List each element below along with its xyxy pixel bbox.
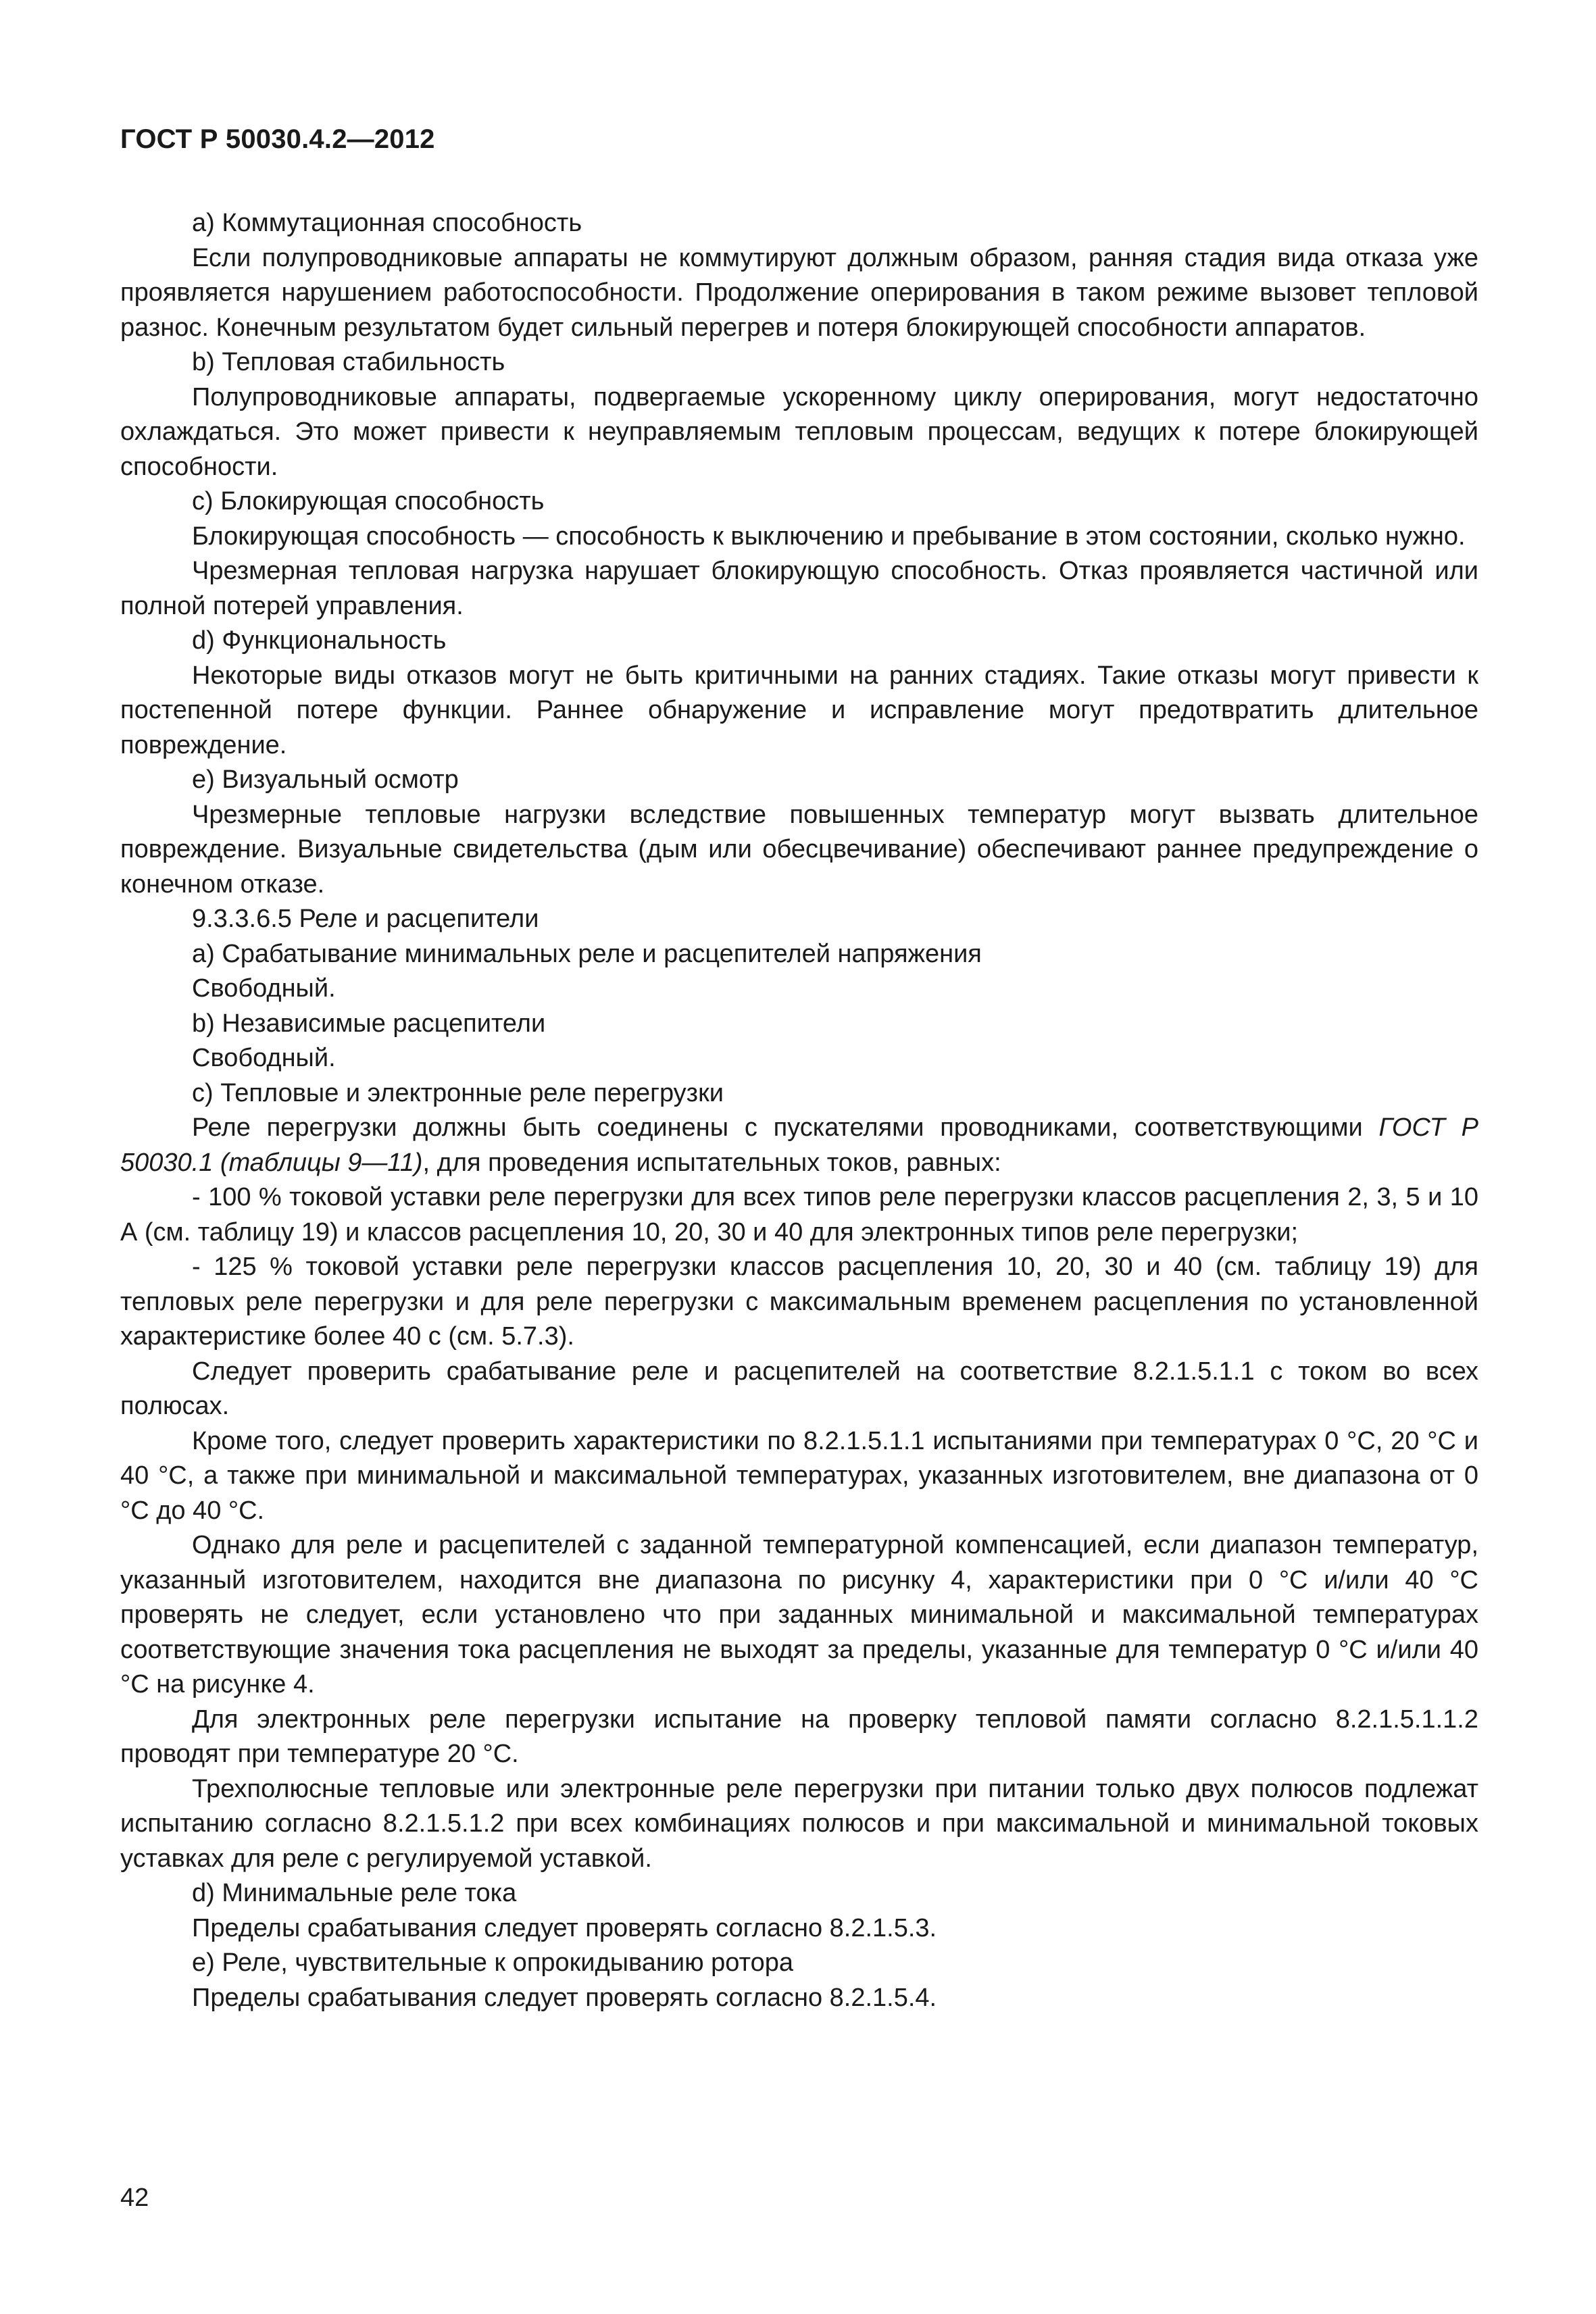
paragraph-text: Некоторые виды отказов могут не быть критичными на ранних стадиях. Такие отказы могут привести к постепенной потере функции. Раннее обнаружение и исправление могут предотвратить длительное повреждение.	[120, 661, 1478, 759]
section-heading	[120, 1007, 1478, 1042]
section-heading	[120, 345, 1478, 380]
body-paragraph	[120, 380, 1478, 485]
paragraph-text: Следует проверить срабатывание реле и расцепителей на соответствие 8.2.1.5.1.1 с током во всех полюсах.	[120, 1357, 1478, 1420]
body-paragraph	[120, 241, 1478, 346]
section-heading	[120, 1946, 1478, 1981]
paragraph-text: Блокирующая способность — способность к выключению и пребывание в этом состоянии, сколько нужно.	[192, 522, 1466, 551]
paragraph-text: c) Блокирующая способность	[192, 487, 545, 515]
section-heading	[120, 1041, 1478, 1076]
paragraph-text: Свободный.	[192, 1044, 336, 1072]
section-heading	[120, 1076, 1478, 1111]
body-paragraph	[120, 1355, 1478, 1424]
paragraph-text: Если полупроводниковые аппараты не коммутируют должным образом, ранняя стадия вида отказа уже проявляется нарушением работоспособности. Продолжение оперирования в таком режиме вызовет тепловой разнос. Конечным результатом будет сильный перегрев и потеря блокирующей способности аппаратов.	[120, 243, 1478, 342]
body-paragraph	[120, 554, 1478, 624]
paragraph-text: a) Срабатывание минимальных реле и расцепителей напряжения	[192, 939, 982, 968]
paragraph-text: e) Визуальный осмотр	[192, 765, 459, 794]
document-body	[120, 206, 1478, 2015]
section-heading	[120, 763, 1478, 798]
section-heading	[120, 972, 1478, 1007]
paragraph-text: Реле перегрузки должны быть соединены с пускателями проводниками, соответствующими	[192, 1113, 1363, 1142]
paragraph-text: d) Минимальные реле тока	[192, 1879, 517, 1907]
paragraph-text: a) Коммутационная способность	[192, 209, 582, 237]
paragraph-text: Свободный.	[192, 974, 336, 1003]
section-heading	[120, 902, 1478, 937]
paragraph-text: Кроме того, следует проверить характеристики по 8.2.1.5.1.1 испытаниями при температурах 0 °С, 20 °С и 40 °С, а также при минимальной и максимальной температурах, указанных изготовителем, вне диапазона от 0 °С до 40 °С.	[120, 1426, 1478, 1525]
body-paragraph	[120, 1180, 1478, 1250]
paragraph-text: 9.3.3.6.5 Реле и расцепители	[192, 905, 539, 933]
page-number: 42	[120, 2184, 149, 2212]
paragraph-text: - 125 % токовой уставки реле перегрузки классов расцепления 10, 20, 30 и 40 (см. таблицу 19) для тепловых реле перегрузки и для реле перегрузки с максимальным временем расцепления по установленной характеристике более 40 с (см. 5.7.3).	[120, 1253, 1478, 1351]
document-header: ГОСТ Р 50030.4.2—2012	[120, 124, 435, 154]
paragraph-text: Трехполюсные тепловые или электронные реле перегрузки при питании только двух полюсов подлежат испытанию согласно 8.2.1.5.1.2 при всех комбинациях полюсов и при максимальной и минимальной токовых уставках для реле с регулируемой уставкой.	[120, 1774, 1478, 1873]
paragraph-text: c) Тепловые и электронные реле перегрузки	[192, 1078, 724, 1107]
paragraph-text: b) Независимые расцепители	[192, 1009, 546, 1038]
section-heading	[120, 1876, 1478, 1911]
body-paragraph	[120, 1424, 1478, 1529]
paragraph-text: Пределы срабатывания следует проверять согласно 8.2.1.5.3.	[192, 1913, 937, 1942]
paragraph-text: - 100 % токовой уставки реле перегрузки для всех типов реле перегрузки классов расцепления 2, 3, 5 и 10 А (см. таблицу 19) и классов расцепления 10, 20, 30 и 40 для электронных типов реле перегрузки;	[120, 1183, 1478, 1247]
paragraph-text: Полупроводниковые аппараты, подвергаемые ускоренному циклу оперирования, могут недостаточно охлаждаться. Это может привести к неуправляемым тепловым процессам, ведущих к потере блокирующей способности.	[120, 382, 1478, 481]
section-heading	[120, 1911, 1478, 1946]
paragraph-text: Пределы срабатывания следует проверять согласно 8.2.1.5.4.	[192, 1983, 937, 2012]
standard-reference: ГОСТ Р 50030.1 (таблицы 9—11)	[120, 1113, 1478, 1177]
body-paragraph	[120, 1772, 1478, 1877]
paragraph-text: Чрезмерная тепловая нагрузка нарушает блокирующую способность. Отказ проявляется частичной или полной потерей управления.	[120, 557, 1478, 620]
paragraph-text: Для электронных реле перегрузки испытание на проверку тепловой памяти согласно 8.2.1.5.1.1.2 проводят при температуре 20 °С.	[120, 1705, 1478, 1768]
paragraph-text: d) Функциональность	[192, 626, 447, 655]
section-heading	[120, 937, 1478, 972]
body-paragraph	[120, 798, 1478, 903]
body-paragraph	[120, 659, 1478, 763]
paragraph-text: Чрезмерные тепловые нагрузки вследствие повышенных температур могут вызвать длительное повреждение. Визуальные свидетельства (дым или обесцвечивание) обеспечивают раннее предупреждение о конечном отказе.	[120, 800, 1478, 899]
body-paragraph	[120, 520, 1478, 555]
body-paragraph	[120, 1528, 1478, 1703]
section-heading	[120, 484, 1478, 520]
section-heading	[120, 624, 1478, 659]
paragraph-text-continued: , для проведения испытательных токов, равных:	[422, 1148, 1001, 1177]
paragraph-text: e) Реле, чувствительные к опрокидыванию ротора	[192, 1948, 793, 1977]
paragraph-text: b) Тепловая стабильность	[192, 348, 505, 376]
section-heading	[120, 1981, 1478, 2016]
body-paragraph	[120, 1111, 1478, 1180]
paragraph-text: Однако для реле и расцепителей с заданной температурной компенсацией, если диапазон температур, указанный изготовителем, находится вне диапазона по рисунку 4, характеристики при 0 °С и/или 40 °С проверять не следует, если установлено что при заданных минимальной и максимальной температурах соответствующие значения тока расцепления не выходят за пределы, указанные для температур 0 °С и/или 40 °С на рисунке 4.	[120, 1531, 1478, 1699]
body-paragraph	[120, 1250, 1478, 1355]
section-heading	[120, 206, 1478, 241]
body-paragraph	[120, 1703, 1478, 1772]
